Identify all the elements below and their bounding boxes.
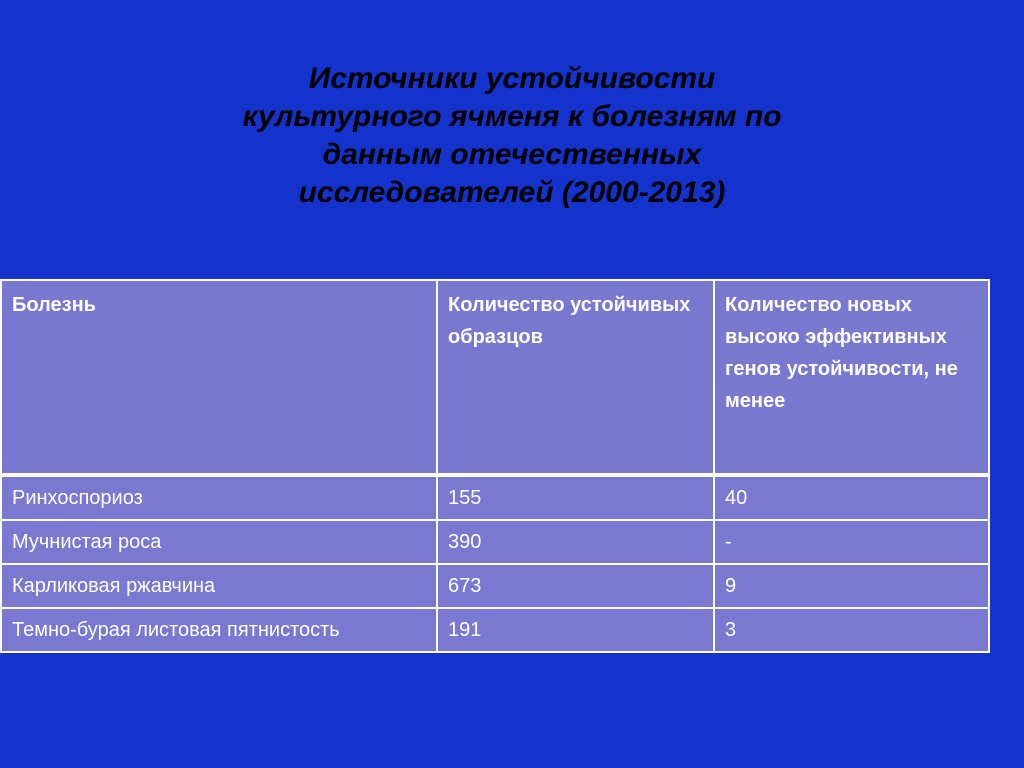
title-line: данным отечественных: [322, 138, 702, 171]
cell-disease: Ринхоспориоз: [1, 475, 437, 520]
header-resistant-samples: Количество устойчивых образцов: [437, 280, 714, 475]
header-disease: Болезнь: [1, 280, 437, 475]
cell-samples: 673: [437, 564, 714, 608]
slide-title: [150, 60, 874, 212]
cell-samples: 390: [437, 520, 714, 564]
cell-disease: Карликовая ржавчина: [1, 564, 437, 608]
table-row: [1, 564, 989, 608]
cell-samples: 155: [437, 475, 714, 520]
cell-genes: 40: [714, 475, 989, 520]
title-line: Источники устойчивости: [308, 62, 716, 95]
cell-disease: Мучнистая роса: [1, 520, 437, 564]
title-line: исследователей (2000-2013): [298, 176, 726, 209]
cell-genes: 3: [714, 608, 989, 652]
table-row: [1, 520, 989, 564]
cell-samples: 191: [437, 608, 714, 652]
resistance-table: [0, 279, 990, 653]
cell-genes: -: [714, 520, 989, 564]
cell-genes: 9: [714, 564, 989, 608]
title-line: культурного ячменя к болезням по: [242, 100, 782, 133]
cell-disease: Темно-бурая листовая пятнистость: [1, 608, 437, 652]
table-row: [1, 608, 989, 652]
table-header-row: [1, 280, 989, 475]
header-new-genes: Количество новых высоко эффективных генов устойчивости, не менее: [714, 280, 989, 475]
table-row: [1, 475, 989, 520]
